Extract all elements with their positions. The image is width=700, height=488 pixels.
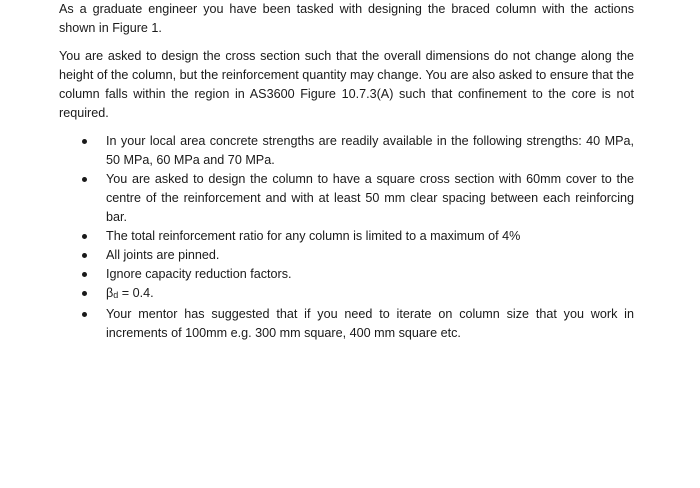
- list-item-iteration-advice: [59, 305, 634, 343]
- list-item-cross-section: [59, 170, 634, 227]
- bullet-icon: [82, 253, 87, 258]
- list-item-text: You are asked to design the column to have a square cross section with 60mm cover to the centre of the reinforcement and with at least 50 mm clear spacing between each reinforcing bar.: [106, 172, 634, 224]
- list-item-text: The total reinforcement ratio for any column is limited to a maximum of 4%: [106, 229, 521, 243]
- list-item-concrete-strengths: [59, 132, 634, 170]
- design-constraints-list: [59, 132, 634, 343]
- beta-subscript: d: [113, 290, 119, 300]
- intro-paragraph: As a graduate engineer you have been tasked with designing the braced column with the actions shown in Figure 1.: [59, 2, 634, 35]
- list-item-text: All joints are pinned.: [106, 248, 220, 262]
- beta-value: = 0.4.: [118, 286, 154, 300]
- document-page: [59, 0, 634, 343]
- list-item-text: Ignore capacity reduction factors.: [106, 267, 292, 281]
- list-item-text: In your local area concrete strengths are readily available in the following strengths: 40 MPa, 50 MPa, 60 MPa and 70 MPa.: [106, 134, 634, 167]
- bullet-icon: [82, 234, 87, 239]
- design-requirements-paragraph: You are asked to design the cross section such that the overall dimensions do not change along the height of the column, but the reinforcement quantity may change. You are also asked to ensure that the column falls within the region in AS3600 Figure 10.7.3(A) such that confinement to the core is not required.: [59, 49, 634, 120]
- bullet-icon: [82, 272, 87, 277]
- list-item-text: Your mentor has suggested that if you need to iterate on column size that you work in increments of 100mm e.g. 300 mm square, 400 mm square etc.: [106, 307, 634, 340]
- list-item-reinforcement-ratio: [59, 227, 634, 246]
- bullet-icon: [82, 291, 87, 296]
- bullet-icon: [82, 139, 87, 144]
- list-item-joints: [59, 246, 634, 265]
- bullet-icon: [82, 177, 87, 182]
- list-item-capacity-factors: [59, 265, 634, 284]
- bullet-icon: [82, 312, 87, 317]
- list-item-beta-d: [59, 284, 634, 305]
- beta-symbol: β: [106, 286, 114, 300]
